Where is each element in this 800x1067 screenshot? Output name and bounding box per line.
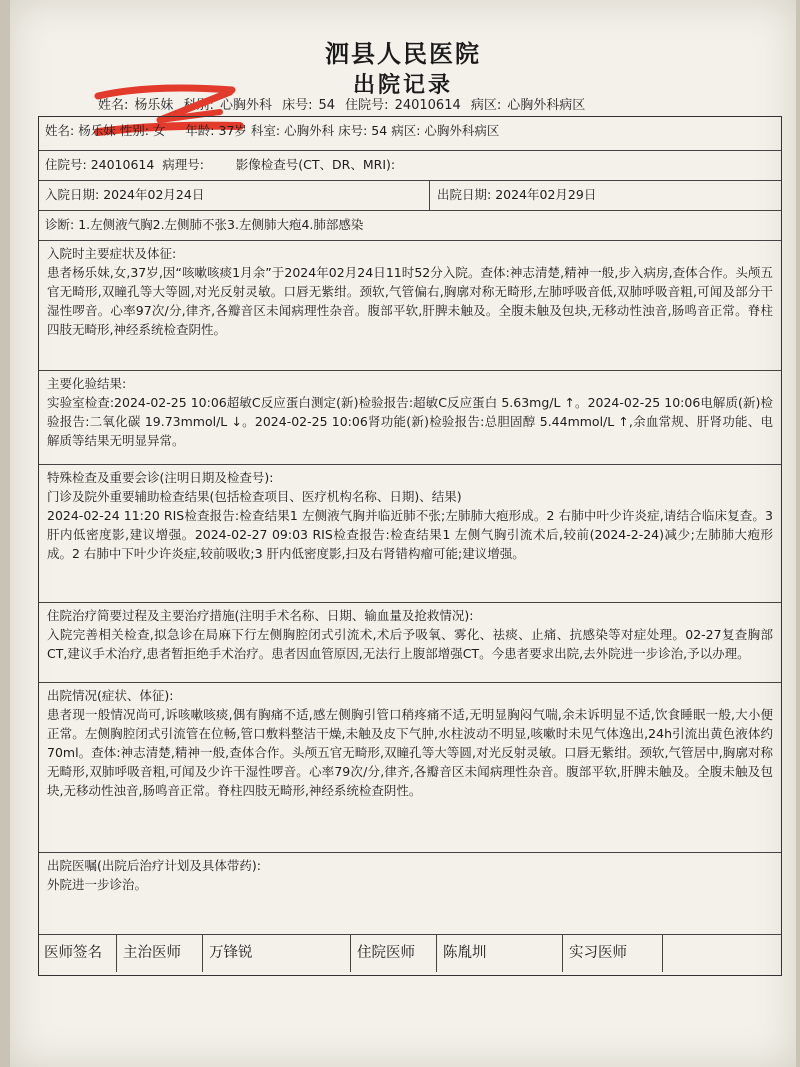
admit-no-label: 住院号: <box>45 157 87 172</box>
symptoms-section <box>39 241 781 371</box>
treatment-text: 入院完善相关检查,拟急诊在局麻下行左侧胸腔闭式引流术,术后予吸氧、雾化、祛痰、止痛、抗感染等对症处理。02-27复查胸部CT,建议手术治疗,患者暂拒绝手术治疗。患者因血管原因,无法行上腹部增强CT。今患者要求出院,去外院进一步诊治,予以办理。 <box>47 627 773 661</box>
discharge-orders-section <box>39 853 781 935</box>
dept-label: 科室: <box>250 123 281 138</box>
header-name-value: 杨乐妹 <box>134 98 174 113</box>
name-value: 杨乐妹 <box>78 123 116 138</box>
labs-text: 实验室检查:2024-02-25 10:06超敏C反应蛋白测定(新)检验报告:超敏C反应蛋白 5.63mg/L ↑。2024-02-25 10:06电解质(新)检验报告:二氧化碳 19.73mmol/L ↓。2024-02-25 10:06肾功能(新)检验报告:总胆固醇 5.44mmol/L ↑,余血常规、肝肾功能、电解质等结果无明显异常。 <box>47 395 773 448</box>
intern-label: 实习医师 <box>562 934 662 972</box>
document-title: 出院记录 <box>352 72 453 98</box>
treatment-heading: 住院治疗简要过程及主要治疗措施(注明手术名称、日期、输血量及抢救情况): <box>47 608 474 623</box>
record-paper <box>10 0 796 1067</box>
admit-no-value: 24010614 <box>90 157 155 172</box>
signature-label: 医师签名 <box>44 945 102 961</box>
diagnosis-row <box>39 211 781 241</box>
orders-heading: 出院医嘱(出院后治疗计划及具体带药): <box>47 858 261 873</box>
ward-value: 心胸外科病区 <box>424 123 500 138</box>
admit-date-label: 入院日期: <box>45 187 100 202</box>
labs-section <box>39 371 781 465</box>
header-bed-label: 床号: <box>282 98 313 113</box>
symptoms-heading: 入院时主要症状及体征: <box>47 246 177 261</box>
resident-name: 陈胤圳 <box>436 934 562 972</box>
sex-label: 性别: <box>119 123 149 138</box>
discharge-text: 患者现一般情况尚可,诉咳嗽咳痰,偶有胸痛不适,感左侧胸引管口稍疼痛不适,无明显胸闷气喘,余未诉明显不适,饮食睡眠一般,大小便正常。左侧胸腔闭式引流管在位畅,管口敷料整洁干燥,未触及皮下气肿,水柱波动不明显,咳嗽时未见气体逸出,24h引流出黄色液体约70ml。查体:神志清楚,精神一般,查体合作。头颅五官无畸形,双瞳孔等大等圆,对光反射灵敏。口唇无紫绀。颈软,气管居中,胸廓对称无畸形,双肺呼吸音粗,可闻及少许干湿性啰音。心率79次/分,律齐,各瓣音区未闻病理性杂音。腹部平软,肝脾未触及。全腹未触及包块,无移动性浊音,肠鸣音正常。脊柱四肢无畸形,神经系统检查阴性。 <box>47 707 773 798</box>
patient-info-row <box>39 117 781 151</box>
header-ward-label: 病区: <box>470 98 502 113</box>
treatment-section <box>39 603 781 683</box>
discharge-date-value: 2024年02月29日 <box>495 187 597 202</box>
header-dept-label: 科别: <box>183 98 214 113</box>
attending-name: 万锋锐 <box>202 934 350 972</box>
discharge-heading: 出院情况(症状、体征): <box>47 688 174 703</box>
record-numbers-row <box>39 151 781 181</box>
special-text: 2024-02-24 11:20 RIS检查报告:检查结果1 左侧液气胸并临近肺不张;左肺肺大疱形成。2 右肺中叶少许炎症,请结合临床复查。3 肝内低密度影,建议增强。2024-02-27 09:03 RIS检查报告:检查结果1 左侧气胸引流术后,较前(2024-2-24)减少;左肺肺大疱形成。2 右肺中下叶少许炎症,较前吸收;3 肝内低密度影,扫及右肾错构瘤可能;建议增强。 <box>47 508 773 561</box>
header-name-label: 姓名: <box>98 98 129 113</box>
bed-label: 床号: <box>338 123 368 138</box>
sex-value: 女 <box>152 123 166 138</box>
age-label: 年龄: <box>185 123 215 138</box>
special-exam-section <box>39 465 781 603</box>
resident-label: 住院医师 <box>350 934 436 972</box>
age-value: 37岁 <box>218 123 247 138</box>
hospital-name: 泗县人民医院 <box>325 39 481 68</box>
special-subheading: 门诊及院外重要辅助检查结果(包括检查项目、医疗机构名称、日期)、结果) <box>47 489 462 504</box>
special-heading: 特殊检查及重要会诊(注明日期及检查号): <box>47 470 274 485</box>
signature-row <box>38 934 780 972</box>
discharge-status-section <box>39 683 781 853</box>
header-ward-value: 心胸外科病区 <box>507 98 586 113</box>
header-bed-value: 54 <box>318 98 336 113</box>
pathology-label: 病理号: <box>162 157 204 172</box>
name-label: 姓名: <box>45 123 75 138</box>
record-table <box>38 116 782 976</box>
diagnosis-value: 1.左侧液气胸2.左侧肺不张3.左侧肺大疱4.肺部感染 <box>78 217 364 232</box>
dates-divider <box>429 181 430 210</box>
bed-value: 54 <box>371 123 388 138</box>
dept-value: 心胸外科 <box>284 123 335 138</box>
symptoms-text: 患者杨乐妹,女,37岁,因“咳嗽咳痰1月余”于2024年02月24日11时52分入院。查体:神志清楚,精神一般,步入病房,查体合作。头颅五官无畸形,双瞳孔等大等圆,对光反射灵敏。口唇无紫绀。颈软,气管偏右,胸廓对称无畸形,左肺呼吸音低,双肺呼吸音粗,可闻及部分干湿性啰音。心率97次/分,律齐,各瓣音区未闻病理性杂音。腹部平软,肝脾未触及。全腹未触及包块,无移动性浊音,肠鸣音正常。脊柱四肢无畸形,神经系统检查阴性。 <box>47 265 773 337</box>
header-admit-no-label: 住院号: <box>345 98 389 113</box>
header-dept-value: 心胸外科 <box>219 98 272 113</box>
imaging-label: 影像检查号(CT、DR、MRI): <box>235 157 396 172</box>
intern-name-blank <box>662 934 780 972</box>
diagnosis-label: 诊断: <box>45 217 75 232</box>
admit-date-value: 2024年02月24日 <box>103 187 205 202</box>
labs-heading: 主要化验结果: <box>47 376 127 391</box>
orders-text: 外院进一步诊治。 <box>47 877 148 892</box>
header-admit-no-value: 24010614 <box>394 98 461 113</box>
ward-label: 病区: <box>391 123 421 138</box>
discharge-date-label: 出院日期: <box>437 187 492 202</box>
dates-row <box>39 181 781 211</box>
attending-label: 主治医师 <box>116 934 202 972</box>
